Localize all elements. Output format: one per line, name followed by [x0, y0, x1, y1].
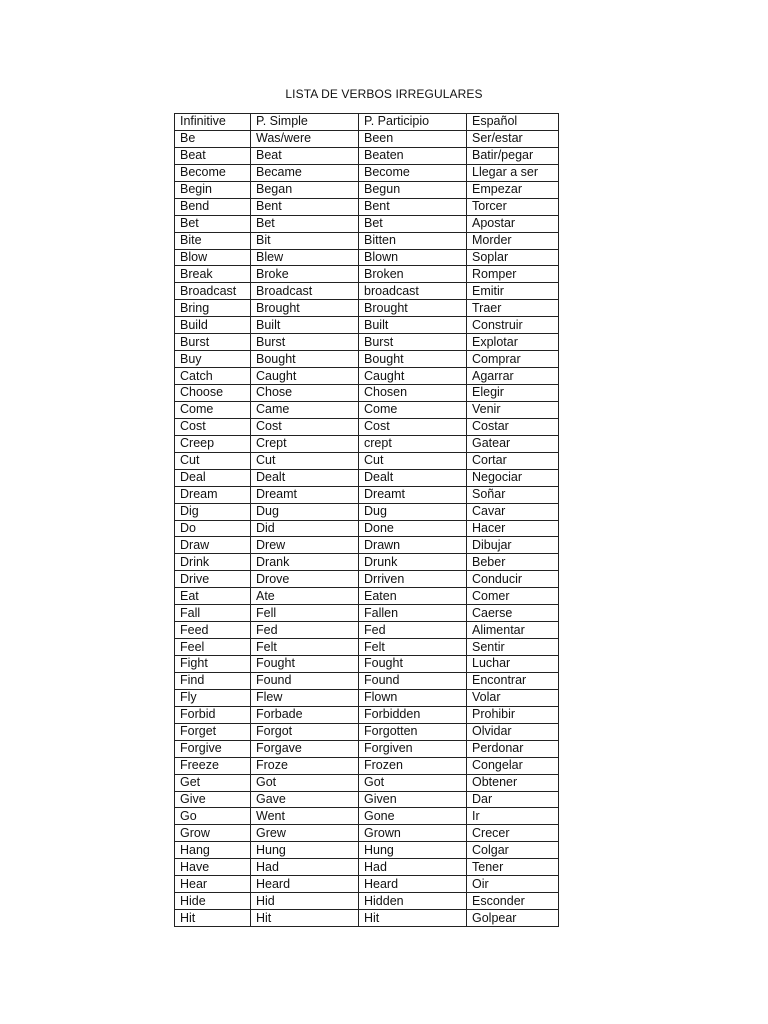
cell-spanish: Cortar — [467, 452, 559, 469]
table-row — [175, 181, 559, 198]
cell-infinitive: Deal — [175, 469, 251, 486]
cell-past-simple: Did — [251, 520, 359, 537]
cell-past-participle: Built — [359, 317, 467, 334]
cell-past-participle: Dealt — [359, 469, 467, 486]
table-body — [175, 130, 559, 926]
cell-past-simple: Heard — [251, 876, 359, 893]
cell-spanish: Gatear — [467, 435, 559, 452]
cell-infinitive: Become — [175, 164, 251, 181]
cell-past-participle: Forgiven — [359, 740, 467, 757]
cell-past-participle: Been — [359, 130, 467, 147]
table-row — [175, 283, 559, 300]
table-row — [175, 639, 559, 656]
cell-spanish: Congelar — [467, 757, 559, 774]
cell-past-simple: Built — [251, 317, 359, 334]
cell-infinitive: Feed — [175, 622, 251, 639]
header-past-participle: P. Participio — [359, 114, 467, 131]
table-row — [175, 876, 559, 893]
cell-spanish: Venir — [467, 401, 559, 418]
table-header — [175, 114, 559, 131]
table-row — [175, 503, 559, 520]
cell-spanish: Comer — [467, 588, 559, 605]
table-row — [175, 520, 559, 537]
cell-past-participle: Dug — [359, 503, 467, 520]
table-row — [175, 469, 559, 486]
cell-spanish: Obtener — [467, 774, 559, 791]
cell-spanish: Torcer — [467, 198, 559, 215]
table-row — [175, 774, 559, 791]
cell-past-simple: Flew — [251, 689, 359, 706]
cell-past-simple: Bit — [251, 232, 359, 249]
header-spanish: Español — [467, 114, 559, 131]
cell-spanish: Negociar — [467, 469, 559, 486]
table-row — [175, 317, 559, 334]
cell-past-participle: crept — [359, 435, 467, 452]
cell-past-simple: Hit — [251, 910, 359, 927]
cell-infinitive: Creep — [175, 435, 251, 452]
cell-past-participle: Hit — [359, 910, 467, 927]
table-row — [175, 401, 559, 418]
cell-infinitive: Give — [175, 791, 251, 808]
cell-spanish: Hacer — [467, 520, 559, 537]
table-row — [175, 740, 559, 757]
cell-infinitive: Get — [175, 774, 251, 791]
header-past-simple: P. Simple — [251, 114, 359, 131]
cell-past-simple: Grew — [251, 825, 359, 842]
cell-past-simple: Forbade — [251, 706, 359, 723]
table-row — [175, 571, 559, 588]
cell-past-participle: Forgotten — [359, 723, 467, 740]
cell-past-simple: Hid — [251, 893, 359, 910]
cell-past-simple: Cost — [251, 418, 359, 435]
table-row — [175, 605, 559, 622]
cell-past-simple: Drank — [251, 554, 359, 571]
table-row — [175, 706, 559, 723]
cell-past-participle: Flown — [359, 689, 467, 706]
cell-past-participle: Dreamt — [359, 486, 467, 503]
cell-spanish: Ser/estar — [467, 130, 559, 147]
cell-infinitive: Forgive — [175, 740, 251, 757]
cell-past-participle: Bet — [359, 215, 467, 232]
cell-past-simple: Blew — [251, 249, 359, 266]
cell-past-participle: Heard — [359, 876, 467, 893]
cell-past-participle: Drriven — [359, 571, 467, 588]
cell-infinitive: Go — [175, 808, 251, 825]
cell-spanish: Soplar — [467, 249, 559, 266]
cell-spanish: Dar — [467, 791, 559, 808]
cell-past-participle: Bent — [359, 198, 467, 215]
cell-infinitive: Bite — [175, 232, 251, 249]
header-infinitive: Infinitive — [175, 114, 251, 131]
table-row — [175, 842, 559, 859]
cell-past-simple: Broke — [251, 266, 359, 283]
cell-past-participle: Bitten — [359, 232, 467, 249]
cell-infinitive: Build — [175, 317, 251, 334]
cell-infinitive: Find — [175, 672, 251, 689]
table-row — [175, 723, 559, 740]
table-row — [175, 232, 559, 249]
cell-past-simple: Broadcast — [251, 283, 359, 300]
table-row — [175, 147, 559, 164]
cell-past-simple: Was/were — [251, 130, 359, 147]
cell-past-simple: Froze — [251, 757, 359, 774]
cell-past-simple: Chose — [251, 385, 359, 402]
cell-spanish: Olvidar — [467, 723, 559, 740]
table-row — [175, 672, 559, 689]
cell-infinitive: Blow — [175, 249, 251, 266]
cell-past-participle: Broken — [359, 266, 467, 283]
cell-past-participle: Gone — [359, 808, 467, 825]
cell-past-participle: Chosen — [359, 385, 467, 402]
table-row — [175, 351, 559, 368]
cell-spanish: Elegir — [467, 385, 559, 402]
cell-past-simple: Fought — [251, 656, 359, 673]
cell-past-simple: Became — [251, 164, 359, 181]
cell-past-participle: Bought — [359, 351, 467, 368]
cell-spanish: Dibujar — [467, 537, 559, 554]
cell-infinitive: Eat — [175, 588, 251, 605]
cell-past-simple: Bent — [251, 198, 359, 215]
cell-infinitive: Break — [175, 266, 251, 283]
cell-infinitive: Feel — [175, 639, 251, 656]
cell-spanish: Tener — [467, 859, 559, 876]
cell-past-simple: Bought — [251, 351, 359, 368]
cell-infinitive: Choose — [175, 385, 251, 402]
cell-past-participle: Had — [359, 859, 467, 876]
cell-spanish: Soñar — [467, 486, 559, 503]
cell-spanish: Comprar — [467, 351, 559, 368]
cell-spanish: Cavar — [467, 503, 559, 520]
table-row — [175, 300, 559, 317]
cell-infinitive: Buy — [175, 351, 251, 368]
cell-infinitive: Forget — [175, 723, 251, 740]
cell-past-participle: Frozen — [359, 757, 467, 774]
cell-spanish: Construir — [467, 317, 559, 334]
cell-past-participle: Done — [359, 520, 467, 537]
cell-past-simple: Brought — [251, 300, 359, 317]
cell-past-simple: Beat — [251, 147, 359, 164]
cell-infinitive: Grow — [175, 825, 251, 842]
cell-spanish: Sentir — [467, 639, 559, 656]
cell-infinitive: Dream — [175, 486, 251, 503]
cell-spanish: Morder — [467, 232, 559, 249]
cell-past-participle: Begun — [359, 181, 467, 198]
table-row — [175, 130, 559, 147]
table-row — [175, 757, 559, 774]
cell-past-simple: Forgot — [251, 723, 359, 740]
cell-spanish: Ir — [467, 808, 559, 825]
cell-past-participle: Drunk — [359, 554, 467, 571]
cell-past-simple: Found — [251, 672, 359, 689]
table-row — [175, 825, 559, 842]
cell-infinitive: Bet — [175, 215, 251, 232]
cell-past-participle: Come — [359, 401, 467, 418]
cell-infinitive: Hear — [175, 876, 251, 893]
cell-past-simple: Ate — [251, 588, 359, 605]
cell-spanish: Esconder — [467, 893, 559, 910]
table-row — [175, 368, 559, 385]
table-row — [175, 791, 559, 808]
cell-infinitive: Freeze — [175, 757, 251, 774]
cell-past-participle: Felt — [359, 639, 467, 656]
cell-infinitive: Cost — [175, 418, 251, 435]
cell-past-simple: Cut — [251, 452, 359, 469]
cell-spanish: Luchar — [467, 656, 559, 673]
cell-past-participle: Fought — [359, 656, 467, 673]
cell-infinitive: Broadcast — [175, 283, 251, 300]
cell-past-participle: Become — [359, 164, 467, 181]
cell-infinitive: Beat — [175, 147, 251, 164]
table-row — [175, 588, 559, 605]
cell-infinitive: Come — [175, 401, 251, 418]
cell-past-simple: Gave — [251, 791, 359, 808]
table-row — [175, 385, 559, 402]
cell-past-simple: Went — [251, 808, 359, 825]
cell-past-simple: Dreamt — [251, 486, 359, 503]
cell-past-simple: Crept — [251, 435, 359, 452]
cell-past-participle: Blown — [359, 249, 467, 266]
cell-past-participle: broadcast — [359, 283, 467, 300]
cell-spanish: Volar — [467, 689, 559, 706]
cell-infinitive: Fly — [175, 689, 251, 706]
cell-infinitive: Do — [175, 520, 251, 537]
cell-spanish: Oir — [467, 876, 559, 893]
cell-past-simple: Fell — [251, 605, 359, 622]
cell-infinitive: Fight — [175, 656, 251, 673]
cell-spanish: Agarrar — [467, 368, 559, 385]
cell-past-participle: Grown — [359, 825, 467, 842]
table-row — [175, 910, 559, 927]
cell-infinitive: Dig — [175, 503, 251, 520]
cell-infinitive: Hang — [175, 842, 251, 859]
cell-past-simple: Bet — [251, 215, 359, 232]
cell-past-participle: Found — [359, 672, 467, 689]
cell-past-participle: Given — [359, 791, 467, 808]
cell-infinitive: Cut — [175, 452, 251, 469]
cell-infinitive: Bring — [175, 300, 251, 317]
cell-spanish: Beber — [467, 554, 559, 571]
cell-past-simple: Dug — [251, 503, 359, 520]
cell-past-participle: Hidden — [359, 893, 467, 910]
cell-spanish: Emitir — [467, 283, 559, 300]
cell-infinitive: Catch — [175, 368, 251, 385]
table-row — [175, 622, 559, 639]
cell-past-simple: Got — [251, 774, 359, 791]
cell-past-simple: Began — [251, 181, 359, 198]
cell-infinitive: Hide — [175, 893, 251, 910]
table-row — [175, 198, 559, 215]
cell-past-participle: Got — [359, 774, 467, 791]
cell-spanish: Empezar — [467, 181, 559, 198]
cell-infinitive: Draw — [175, 537, 251, 554]
cell-past-participle: Fed — [359, 622, 467, 639]
header-row — [175, 114, 559, 131]
cell-past-simple: Drew — [251, 537, 359, 554]
cell-past-simple: Burst — [251, 334, 359, 351]
cell-spanish: Explotar — [467, 334, 559, 351]
cell-spanish: Golpear — [467, 910, 559, 927]
cell-past-simple: Drove — [251, 571, 359, 588]
cell-past-simple: Dealt — [251, 469, 359, 486]
cell-infinitive: Be — [175, 130, 251, 147]
cell-spanish: Colgar — [467, 842, 559, 859]
table-row — [175, 266, 559, 283]
cell-past-participle: Eaten — [359, 588, 467, 605]
page-title: LISTA DE VERBOS IRREGULARES — [285, 87, 483, 101]
cell-past-participle: Forbidden — [359, 706, 467, 723]
cell-past-participle: Burst — [359, 334, 467, 351]
table-row — [175, 164, 559, 181]
cell-spanish: Traer — [467, 300, 559, 317]
table-row — [175, 554, 559, 571]
cell-past-participle: Cost — [359, 418, 467, 435]
cell-past-participle: Hung — [359, 842, 467, 859]
cell-infinitive: Fall — [175, 605, 251, 622]
table-row — [175, 418, 559, 435]
cell-past-simple: Had — [251, 859, 359, 876]
cell-spanish: Costar — [467, 418, 559, 435]
verb-table — [174, 113, 559, 927]
table-row — [175, 808, 559, 825]
table-row — [175, 689, 559, 706]
cell-past-simple: Came — [251, 401, 359, 418]
cell-spanish: Perdonar — [467, 740, 559, 757]
cell-spanish: Llegar a ser — [467, 164, 559, 181]
cell-infinitive: Bend — [175, 198, 251, 215]
cell-infinitive: Forbid — [175, 706, 251, 723]
table-row — [175, 334, 559, 351]
cell-infinitive: Drink — [175, 554, 251, 571]
cell-past-simple: Caught — [251, 368, 359, 385]
table-row — [175, 486, 559, 503]
cell-past-simple: Forgave — [251, 740, 359, 757]
table-row — [175, 249, 559, 266]
table-row — [175, 656, 559, 673]
table-row — [175, 215, 559, 232]
cell-past-participle: Beaten — [359, 147, 467, 164]
cell-past-participle: Brought — [359, 300, 467, 317]
cell-spanish: Apostar — [467, 215, 559, 232]
cell-spanish: Encontrar — [467, 672, 559, 689]
cell-infinitive: Drive — [175, 571, 251, 588]
cell-spanish: Batir/pegar — [467, 147, 559, 164]
cell-spanish: Crecer — [467, 825, 559, 842]
table-row — [175, 435, 559, 452]
cell-infinitive: Have — [175, 859, 251, 876]
cell-past-simple: Fed — [251, 622, 359, 639]
cell-past-simple: Hung — [251, 842, 359, 859]
cell-spanish: Caerse — [467, 605, 559, 622]
cell-spanish: Romper — [467, 266, 559, 283]
cell-spanish: Prohibir — [467, 706, 559, 723]
cell-past-participle: Drawn — [359, 537, 467, 554]
table-row — [175, 452, 559, 469]
cell-past-participle: Cut — [359, 452, 467, 469]
cell-infinitive: Burst — [175, 334, 251, 351]
cell-past-simple: Felt — [251, 639, 359, 656]
table-row — [175, 893, 559, 910]
cell-past-participle: Caught — [359, 368, 467, 385]
table-row — [175, 537, 559, 554]
cell-spanish: Alimentar — [467, 622, 559, 639]
cell-infinitive: Begin — [175, 181, 251, 198]
cell-past-participle: Fallen — [359, 605, 467, 622]
table-row — [175, 859, 559, 876]
cell-infinitive: Hit — [175, 910, 251, 927]
cell-spanish: Conducir — [467, 571, 559, 588]
